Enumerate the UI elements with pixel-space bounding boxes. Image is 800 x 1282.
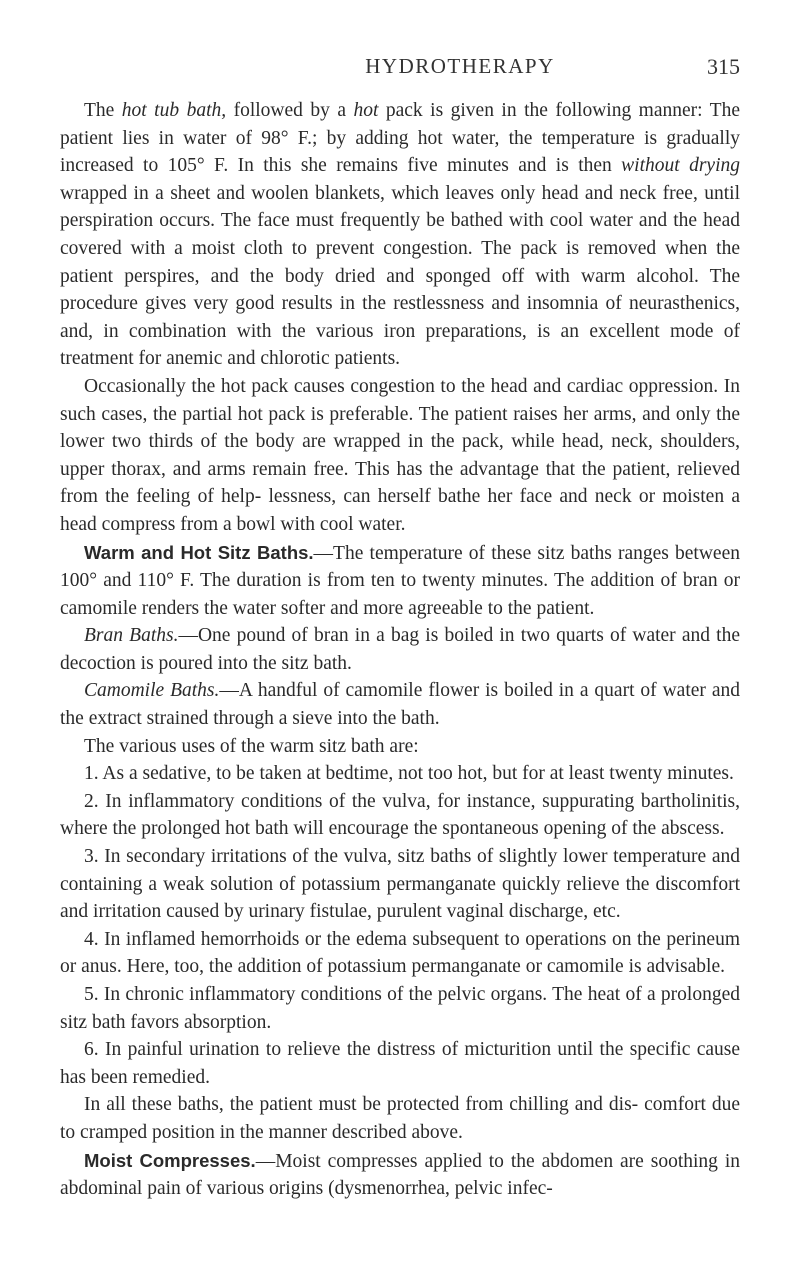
paragraph-bran-baths [60, 622, 740, 677]
running-head [180, 54, 740, 88]
list-item: 2. In inflammatory conditions of the vulva, for instance, suppurating bartholinitis, where the prolonged hot bath will encourage the spontaneous opening of the abscess. [60, 790, 740, 840]
subsection-heading: Bran Baths. [84, 625, 179, 647]
text-run: —Moist compresses applied to the abdomen are soothing in abdominal pain of various origins (dysmenorrhea, pelvic infec- [60, 1150, 740, 1200]
text-run: —A handful of camomile flower is boiled in a quart of water and the extract strained through a sieve into the bath. [60, 680, 740, 730]
paragraph-partial-pack: Occasionally the hot pack causes congestion to the head and cardiac oppression. In such cases, the partial hot pack is preferable. The patient raises her arms, and only the lower two thirds of the body are wrapped in the pack, while head, neck, shoulders, upper thorax, and arms remain free. This has the advantage that the patient, relieved from the feeling of help- lessness, can herself bathe her face and neck or moisten a head compress from a bowl with cool water. [60, 375, 740, 535]
page-number: 315 [707, 54, 740, 79]
list-item: 6. In painful urination to relieve the distress of micturition until the specific cause has been remedied. [60, 1039, 740, 1088]
section-heading: Moist Compresses. [84, 1149, 256, 1171]
italic-term: hot [353, 100, 379, 121]
text-run: —One pound of bran in a bag is boiled in two quarts of water and the decoction is poured into the sitz bath. [60, 625, 740, 674]
body-text [60, 97, 740, 1203]
paragraph-protection: In all these baths, the patient must be protected from chilling and dis- comfort due to cramped position in the manner described above. [60, 1094, 740, 1143]
text-run: —The temperature of these sitz baths ranges between 100° and 110° F. The duration is from ten to twenty minutes. The addition of bran or camomile renders the water softer and more agreeable to the patient. [60, 542, 740, 619]
paragraph-camomile-baths [60, 677, 740, 732]
subsection-heading: Camomile Baths. [84, 680, 220, 702]
list-item: 3. In secondary irritations of the vulva, sitz baths of slightly lower temperature and containing a weak solution of potassium permanganate quickly relieve the discomfort and irritation caused by urinary fistulae, purulent vaginal discharge, etc. [60, 846, 740, 923]
list-item: 1. As a sedative, to be taken at bedtime, not too hot, but for at least twenty minutes. [84, 763, 734, 785]
italic-term: hot tub bath, [121, 100, 227, 121]
text-run: pack is given in the following manner: The patient lies in water of 98° F.; by adding hot water, the temperature is gradually increased to 105° F. In this she remains five minutes and is then [60, 100, 740, 177]
list-item: 5. In chronic inflammatory conditions of the pelvic organs. The heat of a prolonged sitz bath favors absorption. [60, 984, 740, 1033]
paragraph-sitz-baths [60, 539, 740, 623]
text-run: The [84, 100, 122, 121]
paragraph-uses-intro: The various uses of the warm sitz bath are: [84, 735, 419, 757]
paragraph-moist-compresses [60, 1147, 740, 1203]
text-run: followed by a [226, 100, 354, 121]
running-title: HYDROTHERAPY [365, 54, 555, 78]
section-heading: Warm and Hot Sitz Baths. [84, 541, 314, 563]
list-item: 4. In inflamed hemorrhoids or the edema subsequent to operations on the perineum or anus. Here, too, the addition of potassium permanganate or camomile is advisable. [60, 928, 740, 978]
paragraph-hot-tub-bath [60, 97, 740, 373]
text-run: wrapped in a sheet and woolen blankets, which leaves only head and neck free, until perspiration occurs. The face must frequently be bathed with cool water and the head covered with a moist cloth to prevent congestion. The pack is removed when the patient perspires, and the body dried and sponged off with warm alcohol. The procedure gives very good results in the restlessness and insomnia of neurasthenics, and, in combination with the various iron preparations, is an excellent mode of treatment for anemic and chlorotic patients. [60, 182, 740, 370]
italic-term: without drying [621, 155, 740, 177]
